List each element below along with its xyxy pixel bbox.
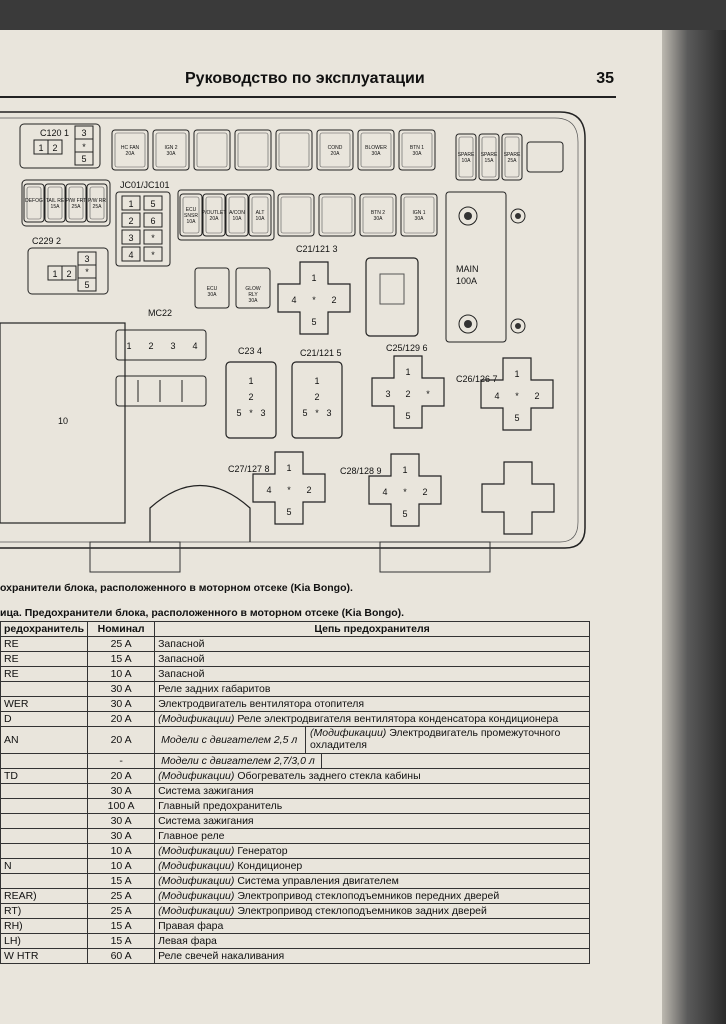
svg-text:3: 3 <box>81 128 87 138</box>
connector-label: C25/129 6 <box>386 343 428 353</box>
pin-label: 2 <box>534 391 540 401</box>
connector <box>369 454 441 526</box>
fuse-name <box>1 784 88 799</box>
pin-label: 2 <box>314 392 320 402</box>
fuse-label: 30A <box>373 216 383 222</box>
fuse-name: RE <box>1 652 88 667</box>
fuse-nominal: 10 A <box>88 667 155 682</box>
fuse-label: SPARE <box>480 152 498 158</box>
fuse-label: 20A <box>125 151 135 157</box>
fuse-name <box>1 682 88 697</box>
fuse <box>45 184 65 222</box>
fuse-name: RH) <box>1 919 88 934</box>
connector-label: C28/128 9 <box>340 466 382 476</box>
page-header <box>0 68 616 98</box>
table-row <box>1 784 590 799</box>
fuse-circuit: Запасной <box>155 652 590 667</box>
page-edge <box>662 30 726 1024</box>
connector <box>253 452 325 524</box>
pin-label: * <box>287 485 291 495</box>
svg-text:*: * <box>82 142 86 152</box>
page-number: 35 <box>596 70 614 87</box>
connector-label: C21/121 5 <box>300 348 342 358</box>
fuse-nominal: 15 A <box>88 934 155 949</box>
fuse-nominal: 10 A <box>88 844 155 859</box>
fuse-label: 10A <box>186 219 196 225</box>
pin-label: 1 <box>405 367 411 377</box>
pin-label: 3 <box>170 341 176 351</box>
fuse-label: 25A <box>507 158 517 164</box>
fuse-nominal: 25 A <box>88 889 155 904</box>
fuse-label: 30A <box>248 298 258 304</box>
fuse-name <box>1 829 88 844</box>
pin-label: 4 <box>266 485 272 495</box>
main-fuse-rating: 100A <box>456 276 478 286</box>
svg-text:2: 2 <box>52 143 58 153</box>
caption-line-2: ица. Предохранители блока, расположенного в моторном отсеке (Kia Bongo). <box>0 607 405 619</box>
fuse-name <box>1 844 88 859</box>
table-row <box>1 754 590 769</box>
col-header-fuse: редохранитель <box>1 622 88 637</box>
fuse-circuit: Главное реле <box>155 829 590 844</box>
fuse-label: HC FAN <box>120 145 140 151</box>
table-row <box>1 697 590 712</box>
fuse-circuit: Главный предохранитель <box>155 799 590 814</box>
connector-label: C21/121 3 <box>296 244 338 254</box>
fuse-nominal: 30 A <box>88 697 155 712</box>
fuse-circuit: Реле задних габаритов <box>155 682 590 697</box>
fuse-label: 10A <box>232 216 242 222</box>
fuse-circuit: (Модификации) Электропривод стеклоподъемников задних дверей <box>155 904 590 919</box>
fuse-label: 30A <box>412 151 422 157</box>
fuse-label: 10A <box>461 158 471 164</box>
fuse <box>87 184 107 222</box>
fuse-label: COND <box>327 145 343 151</box>
connector-label: C23 4 <box>238 346 263 356</box>
fuse-circuit: Система зажигания <box>155 814 590 829</box>
table-row <box>1 814 590 829</box>
pin-label: * <box>403 487 407 497</box>
fuse <box>153 130 189 170</box>
pin-label: 1 <box>311 273 317 283</box>
fuse-label: 30A <box>371 151 381 157</box>
fuse-nominal: 30 A <box>88 829 155 844</box>
fuse-circuit <box>155 754 590 769</box>
pin-label: * <box>515 391 519 401</box>
table-row <box>1 829 590 844</box>
fuse-label: SNSR <box>184 213 198 219</box>
fuse-name: TD <box>1 769 88 784</box>
table-row <box>1 652 590 667</box>
fuse-label: IGN 1 <box>412 210 426 216</box>
svg-text:3: 3 <box>84 254 90 264</box>
fuse-nominal: 20 A <box>88 712 155 727</box>
engine-variant: Модели с двигателем 2,5 л <box>155 727 306 753</box>
fuse-name <box>1 874 88 889</box>
fuse-name: WER <box>1 697 88 712</box>
fuse-circuit: (Модификации) Электропривод стеклоподъемников передних дверей <box>155 889 590 904</box>
fuse-label: 10A <box>255 216 265 222</box>
connector-label: C26/126 7 <box>456 374 498 384</box>
modification-note: (Модификации) <box>158 713 238 725</box>
pin-label: 5 <box>514 413 520 423</box>
fuse-label: 25A <box>71 204 81 210</box>
pin-label: 1 <box>286 463 292 473</box>
svg-text:1: 1 <box>52 269 58 279</box>
fuse-circuit: Запасной <box>155 667 590 682</box>
pin-label: 4 <box>291 295 297 305</box>
fuse-label: 30A <box>414 216 424 222</box>
pin-label: 3 <box>326 408 332 418</box>
fuse-label: 20A <box>209 216 219 222</box>
pin-label: 5 <box>302 408 308 418</box>
col-header-circuit: Цепь предохранителя <box>155 622 590 637</box>
fuse-label: P/W RR <box>87 198 107 204</box>
engine-variant: Модели с двигателем 2,7/3,0 л <box>155 754 322 768</box>
fuse-label: SPARE <box>457 152 475 158</box>
pin-label: 1 <box>128 199 134 209</box>
pin-label: 4 <box>192 341 198 351</box>
fuse-nominal: 30 A <box>88 814 155 829</box>
fuse-nominal: 20 A <box>88 727 155 754</box>
fuse-nominal: 30 A <box>88 784 155 799</box>
table-row <box>1 667 590 682</box>
fuse-nominal: 20 A <box>88 769 155 784</box>
pin-label: 2 <box>248 392 254 402</box>
connector-label: JC01/JC101 <box>120 180 170 190</box>
table-row <box>1 949 590 964</box>
fuse-name: REAR) <box>1 889 88 904</box>
fuse <box>278 194 314 236</box>
table-row <box>1 889 590 904</box>
fuse-circuit: Запасной <box>155 637 590 652</box>
fuse <box>502 134 522 180</box>
pin-label: 4 <box>494 391 500 401</box>
table-row <box>1 844 590 859</box>
fuse-circuit: Модели с двигателем 2,5 л (Модификации) Электродвигатель промежуточного охладителя <box>155 727 590 754</box>
table-row <box>1 934 590 949</box>
fuse-label: ECU <box>185 207 197 213</box>
fuse-label: SPARE <box>503 152 521 158</box>
fuse-label: BLOWER <box>365 145 387 151</box>
fuse <box>399 130 435 170</box>
pin-label: 2 <box>148 341 154 351</box>
table-row <box>1 874 590 889</box>
table-row <box>1 919 590 934</box>
pin-label: 2 <box>422 487 428 497</box>
fuse <box>358 130 394 170</box>
fuse-nominal: 25 A <box>88 637 155 652</box>
fuse-circuit: (Модификации) Генератор <box>155 844 590 859</box>
fuse <box>456 134 476 180</box>
fuse <box>401 194 437 236</box>
fuse-box-diagram <box>0 108 590 578</box>
fuse <box>226 194 248 236</box>
fuse-nominal: 15 A <box>88 919 155 934</box>
fuse-label: A/CON <box>229 210 245 216</box>
main-fuse-label: MAIN <box>456 264 479 274</box>
table-row <box>1 769 590 784</box>
fuse-name: RT) <box>1 904 88 919</box>
modification-note: (Модификации) <box>158 860 238 872</box>
fuse-name <box>1 814 88 829</box>
pin-label: 5 <box>311 317 317 327</box>
pin-label: * <box>249 408 253 418</box>
fuse-label: P/W FRT <box>65 198 87 204</box>
pin-label: 5 <box>402 509 408 519</box>
connector <box>226 362 276 438</box>
fuse-label: ALT <box>255 210 265 216</box>
fuse-circuit: (Модификации) Обогреватель заднего стекла кабины <box>155 769 590 784</box>
pin-label: 1 <box>514 369 520 379</box>
modification-note: (Модификации) <box>158 890 238 902</box>
fuse-name: N <box>1 859 88 874</box>
svg-text:*: * <box>85 267 89 277</box>
fuse <box>360 194 396 236</box>
fuse <box>235 130 271 170</box>
caption-line-1: охранители блока, расположенного в моторном отсеке (Kia Bongo). <box>0 582 353 594</box>
fuse-name: AN <box>1 727 88 754</box>
block-10-label: 10 <box>58 416 69 426</box>
fuse-circuit: (Модификации) Реле электродвигателя вентилятора конденсатора кондиционера <box>155 712 590 727</box>
svg-text:2: 2 <box>66 269 72 279</box>
fuse-label: 15A <box>484 158 494 164</box>
fuse <box>180 194 202 236</box>
pin-label: 5 <box>286 507 292 517</box>
table-row <box>1 682 590 697</box>
fuse <box>317 130 353 170</box>
svg-text:5: 5 <box>81 154 87 164</box>
connector-label: C229 2 <box>32 236 62 246</box>
fuse-label: BTN 1 <box>409 145 425 151</box>
fuse-name: RE <box>1 637 88 652</box>
table-header-row <box>1 622 590 637</box>
svg-text:1: 1 <box>38 143 44 153</box>
fuse-label: TAIL RE <box>45 198 65 204</box>
table-row <box>1 859 590 874</box>
modification-note: (Модификации) <box>158 905 238 917</box>
pin-label: * <box>151 233 155 243</box>
fuse-nominal: 100 A <box>88 799 155 814</box>
fuse-box-svg <box>0 108 590 578</box>
fuse-name <box>1 754 88 769</box>
fuse-nominal: 10 A <box>88 859 155 874</box>
fuse <box>249 194 271 236</box>
fuse-name: RE <box>1 667 88 682</box>
fuse-name: LH) <box>1 934 88 949</box>
modification-note: (Модификации) <box>309 727 390 739</box>
fuse <box>112 130 148 170</box>
fuse-label: IGN 2 <box>164 145 178 151</box>
fuse <box>479 134 499 180</box>
fuse-label: ECU <box>206 286 218 292</box>
pin-label: 2 <box>331 295 337 305</box>
fuse-nominal: 30 A <box>88 682 155 697</box>
fuse-nominal: - <box>88 754 155 769</box>
connector-label: MC22 <box>148 308 173 318</box>
fuse-label: RLY <box>248 292 258 298</box>
pin-label: 2 <box>306 485 312 495</box>
fuse-table <box>0 621 590 964</box>
connector-label: C27/127 8 <box>228 464 270 474</box>
fuse-nominal: 60 A <box>88 949 155 964</box>
connector <box>481 358 553 430</box>
fuse-label: 30A <box>166 151 176 157</box>
table-row <box>1 637 590 652</box>
table-row <box>1 799 590 814</box>
modification-note: (Модификации) <box>158 845 238 857</box>
fuse-label: 20A <box>330 151 340 157</box>
fuse-label: 15A <box>50 204 60 210</box>
fuse <box>66 184 86 222</box>
modification-note: (Модификации) <box>158 770 238 782</box>
pin-label: 5 <box>150 199 156 209</box>
fuse-circuit: Электродвигатель вентилятора отопителя <box>155 697 590 712</box>
pin-label: 2 <box>405 389 411 399</box>
pin-label: 6 <box>150 216 156 226</box>
fuse-nominal: 25 A <box>88 904 155 919</box>
fuse-circuit: (Модификации) Система управления двигателем <box>155 874 590 889</box>
fuse-nominal: 15 A <box>88 652 155 667</box>
pin-label: 5 <box>236 408 242 418</box>
fuse <box>319 194 355 236</box>
fuse <box>276 130 312 170</box>
connector <box>372 356 444 428</box>
table-row <box>1 712 590 727</box>
pin-label: * <box>426 389 430 399</box>
fuse-circuit: Реле свечей накаливания <box>155 949 590 964</box>
connector <box>292 362 342 438</box>
connector-label: C120 1 <box>40 128 70 138</box>
fuse-circuit: Левая фара <box>155 934 590 949</box>
pin-label: 1 <box>402 465 408 475</box>
pin-label: 1 <box>314 376 320 386</box>
pin-label: 1 <box>126 341 132 351</box>
fuse-label: GLOW <box>245 286 261 292</box>
pin-label: 3 <box>260 408 266 418</box>
fuse <box>24 184 44 222</box>
table-row <box>1 904 590 919</box>
fuse-label: 30A <box>207 292 217 298</box>
pin-label: 1 <box>248 376 254 386</box>
pin-label: * <box>315 408 319 418</box>
pin-label: 4 <box>128 250 134 260</box>
svg-text:5: 5 <box>84 280 90 290</box>
fuse-label: BTN 2 <box>370 210 386 216</box>
fuse <box>194 130 230 170</box>
fuse-nominal: 15 A <box>88 874 155 889</box>
pin-label: * <box>151 250 155 260</box>
fuse-name: W HTR <box>1 949 88 964</box>
fuse-circuit: Система зажигания <box>155 784 590 799</box>
fuse-label: 25A <box>92 204 102 210</box>
fuse-circuit: Правая фара <box>155 919 590 934</box>
pin-label: 3 <box>128 233 134 243</box>
fuse-name: D <box>1 712 88 727</box>
pin-label: 4 <box>382 487 388 497</box>
pin-label: 3 <box>385 389 391 399</box>
fuse <box>202 194 226 236</box>
pin-label: 5 <box>405 411 411 421</box>
fuse-circuit: (Модификации) Кондиционер <box>155 859 590 874</box>
fuse-label: P/OUTLET <box>201 210 227 216</box>
page-title: Руководство по эксплуатации <box>185 70 425 87</box>
table-row <box>1 727 590 754</box>
pin-label: * <box>312 295 316 305</box>
modification-note: (Модификации) <box>158 875 238 887</box>
fuse-name <box>1 799 88 814</box>
connector <box>278 262 350 334</box>
pin-label: 2 <box>128 216 134 226</box>
fuse-label: DEFOG <box>25 198 43 204</box>
connector <box>482 462 554 534</box>
col-header-nominal: Номинал <box>88 622 155 637</box>
